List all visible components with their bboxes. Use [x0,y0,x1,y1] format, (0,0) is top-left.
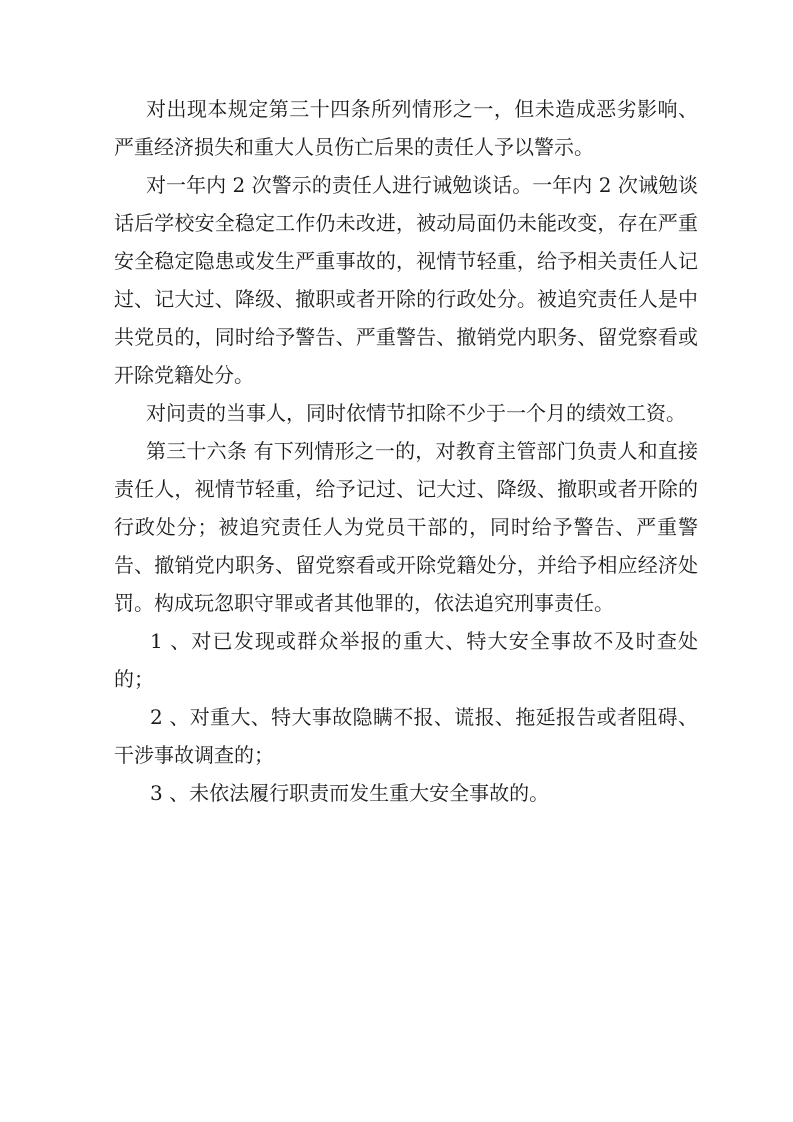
list-item-3: 3 、未依法履行职责而发生重大安全事故的。 [150,781,550,805]
paragraph-admonition-talk: 对一年内 2 次警示的责任人进行诫勉谈话。一年内 2 次诫勉谈话后学校安全稳定工作仍未改进，被动局面仍未能改变，存在严重安全稳定隐患或发生严重事故的，视情节轻重，给予相关责任人记过、记大过、降级、撤职或者开除的行政处分。被追究责任人是中共党员的，同时给予警告、严重警告、撤销党内职务、留党察看或开除党籍处分。 [114,173,698,387]
list-item-2: 2 、对重大、特大事故隐瞒不报、谎报、拖延报告或者阻碍、干涉事故调查的； [114,705,698,767]
paragraph-article-36: 第三十六条 有下列情形之一的，对教育主管部门负责人和直接责任人，视情节轻重，给予记过、记大过、降级、撤职或者开除的行政处分；被追究责任人为党员干部的，同时给予警告、严重警告、撤销党内职务、留党察看或开除党籍处分，并给予相应经济处罚。构成玩忽职守罪或者其他罪的，依法追究刑事责任。 [114,439,698,615]
paragraph-warning: 对出现本规定第三十四条所列情形之一，但未造成恶劣影响、严重经济损失和重大人员伤亡后果的责任人予以警示。 [114,97,698,159]
list-item-1: 1 、对已发现或群众举报的重大、特大安全事故不及时查处的； [114,629,698,691]
paragraph-salary-deduction: 对问责的当事人，同时依情节扣除不少于一个月的绩效工资。 [146,401,686,425]
document-body [114,90,698,812]
